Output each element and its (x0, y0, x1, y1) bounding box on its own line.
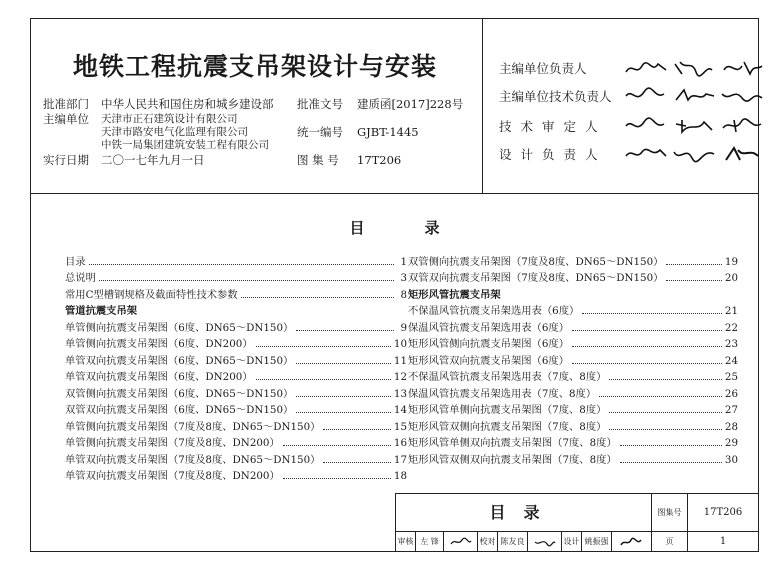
toc-entry-title: 管道抗震支吊架 (65, 305, 138, 317)
toc-entry-page: 13 (393, 387, 407, 400)
signature-icon (450, 536, 472, 548)
role-label: 设计负责人 (499, 147, 607, 162)
toc-entry-title: 矩形风管双侧向抗震支吊架图（7度、8度） (408, 420, 607, 433)
toc-entry-page: 14 (393, 404, 407, 416)
title-block-name: 目录 (396, 494, 652, 532)
approval-dept: 中华人民共和国住房和城乡建设部 (101, 97, 274, 111)
toc-entry[interactable] (408, 350, 738, 367)
toc-entry-title: 矩形风管双向抗震支吊架图（6度） (408, 354, 570, 367)
toc-leader-dots (609, 379, 721, 380)
toc-entry-title: 双管双向抗震支吊架图（7度及8度、DN65～DN150） (408, 272, 664, 284)
unified-no-label: 统一编号 (297, 125, 343, 139)
signature-icon (624, 86, 668, 106)
toc-entry-title: 保温风管抗震支吊架选用表（7度、8度） (408, 387, 597, 400)
effective-date-label: 实行日期 (43, 153, 89, 167)
role-label: 技术审定人 (499, 119, 607, 134)
toc-entry-title: 单管双向抗震支吊架图（7度及8度、DN65～DN150） (65, 453, 321, 466)
toc-entry[interactable] (408, 449, 738, 466)
unified-no: GJBT-1445 (357, 125, 419, 139)
toc-entry[interactable] (408, 400, 738, 417)
toc-entry-page: 9 (400, 321, 407, 334)
toc-entry[interactable] (65, 317, 407, 334)
signature-icon (720, 86, 764, 106)
toc-leader-dots (599, 396, 722, 397)
toc-entry[interactable] (408, 383, 738, 400)
design-name: 姚振强 (582, 532, 612, 551)
toc-entry[interactable] (65, 334, 407, 351)
toc-entry-title: 单管双向抗震支吊架图（6度、DN65～DN150） (65, 354, 294, 367)
toc-entry-page: 27 (724, 404, 738, 416)
toc-entry-title: 矩形风管侧向抗震支吊架图（6度） (408, 338, 570, 350)
toc-entry-page: 15 (393, 420, 407, 433)
check-label: 校对 (478, 532, 498, 551)
toc-entry-page: 8 (400, 288, 407, 301)
toc-leader-dots (256, 346, 391, 347)
title-block-page: 1 (719, 536, 727, 547)
toc-leader-dots (99, 280, 394, 281)
chief-unit-2: 天津市路安电气化监理有限公司 (101, 126, 248, 138)
toc-entry-title: 单管侧向抗震支吊架图（6度、DN200） (65, 338, 253, 350)
toc-leader-dots (323, 429, 390, 430)
role-label: 主编单位负责人 (499, 61, 587, 76)
toc-entry[interactable] (408, 268, 738, 285)
toc-entry-title: 不保温风管抗震支吊架选用表（6度） (408, 305, 580, 317)
toc-leader-dots (572, 363, 722, 364)
review-label: 审核 (396, 532, 416, 551)
signature-icon (720, 144, 764, 164)
toc-entry-page: 12 (393, 371, 407, 383)
signature-icon (624, 144, 668, 164)
book-title: 地铁工程抗震支吊架设计与安装 (72, 52, 437, 81)
toc-leader-dots (609, 412, 721, 413)
review-name: 左 锋 (416, 532, 444, 551)
toc-entry-title: 双管双向抗震支吊架图（6度、DN65～DN150） (65, 404, 294, 416)
toc-leader-dots (296, 330, 394, 331)
signature-icon (720, 116, 764, 136)
role-row-tech-reviewer (499, 115, 768, 137)
signature-icon (534, 536, 556, 548)
toc-entry[interactable] (65, 350, 407, 367)
toc-entry-page: 11 (393, 354, 407, 367)
atlas-no: 17T206 (357, 153, 402, 167)
toc-entry-page: 29 (724, 437, 738, 449)
toc-entry-page: 16 (393, 437, 407, 449)
role-label: 主编单位技术负责人 (499, 89, 612, 104)
check-signature (528, 532, 562, 551)
toc-entry-title: 矩形风管单侧向抗震支吊架图（7度、8度） (408, 404, 607, 416)
toc-entry-title: 单管侧向抗震支吊架图（6度、DN65～DN150） (65, 321, 294, 334)
toc-entry[interactable] (408, 367, 738, 384)
toc-entry[interactable] (65, 383, 407, 400)
toc-entry[interactable] (408, 416, 738, 433)
toc-leader-dots (323, 462, 390, 463)
toc-entry-page: 19 (724, 255, 738, 268)
drawing-sheet (30, 18, 759, 552)
toc-entry[interactable] (65, 416, 407, 433)
toc-entry[interactable] (65, 284, 407, 301)
approval-doc-label: 批准文号 (297, 97, 343, 111)
role-row-design-head (499, 143, 768, 165)
toc-entry-page: 21 (724, 305, 738, 317)
toc-entry-page: 22 (724, 321, 738, 334)
toc-entry-title: 保温风管抗震支吊架选用表（6度） (408, 321, 570, 334)
review-signature (444, 532, 478, 551)
signature-icon (672, 144, 716, 164)
toc-entry-page: 18 (393, 470, 407, 482)
signature-icon (620, 536, 642, 548)
signature-icon (672, 86, 716, 106)
effective-date: 二〇一七年九月一日 (101, 153, 205, 167)
toc-entry-page: 20 (724, 272, 738, 284)
signature-icon (624, 116, 668, 136)
toc-entry-title: 矩形风管单侧双向抗震支吊架图（7度、8度） (408, 437, 617, 449)
toc-leader-dots (609, 429, 721, 430)
header-left (31, 19, 483, 193)
toc-leader-dots (89, 264, 394, 265)
chief-unit-1: 天津市正石建筑设计有限公司 (101, 113, 238, 125)
toc-entry-page: 26 (724, 387, 738, 400)
title-block-atlas-no: 17T206 (688, 494, 758, 532)
toc-leader-dots (296, 396, 391, 397)
toc-leader-dots (666, 264, 721, 265)
approval-doc: 建质函[2017]228号 (357, 97, 464, 111)
toc-leader-dots (620, 462, 722, 463)
toc-left-column (65, 251, 407, 482)
toc-entry-page: 1 (400, 255, 407, 268)
toc-heading-char: 录 (424, 219, 440, 237)
toc-entry-title: 单管侧向抗震支吊架图（7度及8度、DN200） (65, 437, 280, 449)
toc-entry[interactable] (65, 268, 407, 285)
toc-section-heading (408, 284, 738, 301)
toc-leader-dots (572, 330, 722, 331)
signature-icon (624, 58, 668, 78)
toc-entry-title: 常用C型槽钢规格及截面特性技术参数 (65, 288, 238, 301)
toc-entry-page: 25 (724, 371, 738, 383)
role-row-chief-unit-head (499, 57, 768, 79)
toc-leader-dots (582, 313, 722, 314)
signature-icon (672, 116, 716, 136)
toc-entry[interactable] (65, 251, 407, 268)
toc-entry-title: 单管侧向抗震支吊架图（7度及8度、DN65～DN150） (65, 420, 321, 433)
toc-entry[interactable] (65, 367, 407, 384)
toc-entry-title: 双管侧向抗震支吊架图（6度、DN65～DN150） (65, 387, 294, 400)
signature-icon (672, 58, 716, 78)
toc-entry[interactable] (408, 433, 738, 450)
toc-leader-dots (283, 478, 391, 479)
toc-right-column (408, 251, 738, 466)
toc-entry[interactable] (65, 449, 407, 466)
toc-entry-title: 单管双向抗震支吊架图（6度、DN200） (65, 371, 253, 383)
title-block-atlas-label: 图集号 (652, 494, 688, 532)
toc-leader-dots (241, 297, 394, 298)
toc-entry[interactable] (408, 334, 738, 351)
role-row-chief-tech-head (499, 85, 768, 107)
toc-entry-page: 17 (393, 453, 407, 466)
toc-entry-page: 23 (724, 338, 738, 350)
toc-leader-dots (572, 346, 722, 347)
toc-section-heading (65, 301, 407, 318)
chief-unit-label: 主编单位 (43, 112, 89, 126)
approval-dept-label: 批准部门 (43, 97, 89, 111)
toc-leader-dots (620, 445, 722, 446)
toc-heading-char: 目 (349, 219, 365, 237)
toc-entry-page: 28 (724, 420, 738, 433)
toc-entry[interactable] (65, 400, 407, 417)
chief-unit-3: 中铁一局集团建筑安装工程有限公司 (101, 139, 269, 151)
toc-entry[interactable] (65, 466, 407, 483)
toc-entry-title: 双管侧向抗震支吊架图（7度及8度、DN65～DN150） (408, 255, 664, 268)
signature-icon (720, 58, 764, 78)
toc-entry[interactable] (408, 301, 738, 318)
toc-entry-page: 10 (393, 338, 407, 350)
toc-entry-page: 24 (724, 354, 738, 367)
toc-heading (31, 217, 758, 238)
title-block-page-label: 页 (652, 532, 688, 551)
toc-entry-title: 总说明 (65, 272, 96, 284)
title-block (395, 493, 758, 551)
toc-entry-title: 目录 (65, 255, 86, 268)
design-signature (612, 532, 650, 551)
toc-leader-dots (666, 280, 721, 281)
toc-leader-dots (296, 412, 391, 413)
toc-entry-title: 矩形风管抗震支吊架 (408, 288, 501, 301)
toc-entry-title: 矩形风管双侧双向抗震支吊架图（7度、8度） (408, 453, 617, 466)
toc-entry-page: 30 (724, 453, 738, 466)
toc-entry[interactable] (65, 433, 407, 450)
check-name: 陈友良 (498, 532, 528, 551)
toc-entry[interactable] (408, 251, 738, 268)
title-block-signatures (396, 532, 652, 551)
toc-leader-dots (296, 363, 391, 364)
design-label: 设计 (562, 532, 582, 551)
responsible-persons (483, 19, 758, 193)
toc-entry[interactable] (408, 317, 738, 334)
atlas-no-label: 图 集 号 (297, 153, 339, 167)
toc-leader-dots (283, 445, 391, 446)
toc-entry-title: 单管双向抗震支吊架图（7度及8度、DN200） (65, 470, 280, 482)
toc-entry-title: 不保温风管抗震支吊架选用表（7度、8度） (408, 371, 607, 383)
toc-entry-page: 3 (400, 272, 407, 284)
toc-leader-dots (256, 379, 391, 380)
cover-header (31, 19, 758, 194)
